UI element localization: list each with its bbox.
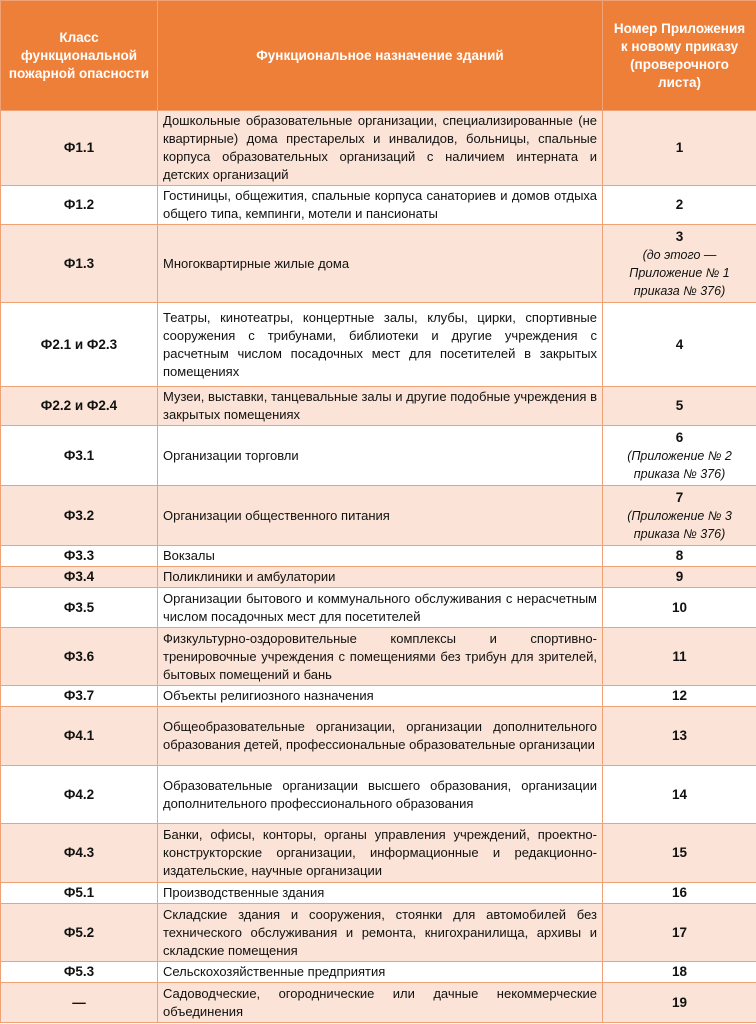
appendix-cell xyxy=(603,567,756,588)
appendix-cell xyxy=(603,904,756,962)
class-cell: Ф2.2 и Ф2.4 xyxy=(1,387,158,426)
appendix-number: 9 xyxy=(675,569,684,584)
header-purpose: Функциональное назначение зданий xyxy=(158,1,603,111)
appendix-cell xyxy=(603,883,756,904)
appendix-number: 10 xyxy=(671,599,688,615)
appendix-cell xyxy=(603,686,756,707)
appendix-cell xyxy=(603,387,756,426)
purpose-cell: Музеи, выставки, танцевальные залы и другие подобные учреждения в закрытых помещениях xyxy=(158,387,603,426)
class-cell: Ф1.2 xyxy=(1,186,158,225)
appendix-cell xyxy=(603,588,756,628)
table-row xyxy=(1,486,756,546)
class-cell: — xyxy=(1,983,158,1023)
table-row xyxy=(1,904,756,962)
purpose-cell: Физкультурно-оздоровительные комплексы и спортивно-тренировочные учреждения с помещениями без трибун для зрителей, бытовых помещений и бань xyxy=(158,628,603,686)
table-row xyxy=(1,186,756,225)
header-class: Класс функциональной пожарной опасности xyxy=(1,1,158,111)
appendix-number: 11 xyxy=(672,648,687,664)
table-row xyxy=(1,883,756,904)
header-appendix: Номер Приложения к новому приказу (проверочного листа) xyxy=(603,1,756,111)
appendix-cell xyxy=(603,186,756,225)
class-cell: Ф3.7 xyxy=(1,686,158,707)
table-row xyxy=(1,567,756,588)
class-cell: Ф3.4 xyxy=(1,567,158,588)
appendix-number: 19 xyxy=(671,994,688,1010)
class-cell: Ф3.5 xyxy=(1,588,158,628)
table-row xyxy=(1,387,756,426)
table-row xyxy=(1,303,756,387)
appendix-cell xyxy=(603,628,756,686)
class-cell: Ф3.3 xyxy=(1,546,158,567)
table-row xyxy=(1,225,756,303)
class-cell: Ф1.3 xyxy=(1,225,158,303)
class-cell: Ф4.3 xyxy=(1,824,158,883)
appendix-cell xyxy=(603,766,756,824)
table-row xyxy=(1,962,756,983)
appendix-number: 14 xyxy=(671,786,688,802)
purpose-cell: Общеобразовательные организации, организации дополнительного образования детей, профессиональные образовательные организации xyxy=(158,707,603,766)
class-cell: Ф3.2 xyxy=(1,486,158,546)
purpose-cell: Складские здания и сооружения, стоянки для автомобилей без технического обслуживания и ремонта, книгохранилища, архивы и складские помещения xyxy=(158,904,603,962)
purpose-cell: Сельскохозяйственные предприятия xyxy=(158,962,603,983)
appendix-cell xyxy=(603,426,756,486)
appendix-cell xyxy=(603,962,756,983)
class-cell: Ф2.1 и Ф2.3 xyxy=(1,303,158,387)
appendix-number: 4 xyxy=(675,336,684,352)
class-cell: Ф4.1 xyxy=(1,707,158,766)
class-cell: Ф5.1 xyxy=(1,883,158,904)
table-row xyxy=(1,766,756,824)
appendix-number: 3 xyxy=(675,228,684,244)
purpose-cell: Образовательные организации высшего образования, организации дополнительного профессионального образования xyxy=(158,766,603,824)
appendix-note: (Приложение № 2 приказа № 376) xyxy=(627,448,732,481)
purpose-cell: Поликлиники и амбулатории xyxy=(158,567,603,588)
appendix-cell xyxy=(603,983,756,1023)
appendix-number: 5 xyxy=(675,398,684,413)
purpose-cell: Производственные здания xyxy=(158,883,603,904)
table-row xyxy=(1,111,756,186)
purpose-cell: Садоводческие, огороднические или дачные некоммерческие объединения xyxy=(158,983,603,1023)
table-row xyxy=(1,546,756,567)
table-row xyxy=(1,824,756,883)
appendix-number: 2 xyxy=(675,197,684,212)
table-row xyxy=(1,426,756,486)
class-cell: Ф4.2 xyxy=(1,766,158,824)
purpose-cell: Организации торговли xyxy=(158,426,603,486)
purpose-cell: Гостиницы, общежития, спальные корпуса санаториев и домов отдыха общего типа, кемпинги, мотели и пансионаты xyxy=(158,186,603,225)
purpose-cell: Объекты религиозного назначения xyxy=(158,686,603,707)
purpose-cell: Организации бытового и коммунального обслуживания с нерасчетным числом посадочных мест для посетителей xyxy=(158,588,603,628)
table-header-row xyxy=(1,1,756,111)
appendix-number: 17 xyxy=(671,924,688,940)
class-cell: Ф3.6 xyxy=(1,628,158,686)
appendix-note: (Приложение № 3 приказа № 376) xyxy=(627,508,732,541)
appendix-number: 6 xyxy=(675,429,684,445)
appendix-cell xyxy=(603,486,756,546)
appendix-cell xyxy=(603,303,756,387)
appendix-cell xyxy=(603,546,756,567)
class-cell: Ф3.1 xyxy=(1,426,158,486)
table-row xyxy=(1,983,756,1023)
class-cell: Ф5.3 xyxy=(1,962,158,983)
appendix-cell xyxy=(603,707,756,766)
appendix-number: 13 xyxy=(671,728,688,743)
appendix-number: 18 xyxy=(671,964,688,979)
table-row xyxy=(1,707,756,766)
appendix-number: 15 xyxy=(671,845,688,860)
appendix-number: 8 xyxy=(675,548,684,563)
appendix-number: 1 xyxy=(675,140,684,155)
appendix-cell xyxy=(603,111,756,186)
appendix-number: 12 xyxy=(671,688,688,703)
purpose-cell: Театры, кинотеатры, концертные залы, клубы, цирки, спортивные сооружения с трибунами, библиотеки и другие учреждения с расчетным числом посадочных мест для посетителей в закрытых помещениях xyxy=(158,303,603,387)
appendix-cell xyxy=(603,824,756,883)
appendix-cell xyxy=(603,225,756,303)
purpose-cell: Многоквартирные жилые дома xyxy=(158,225,603,303)
purpose-cell: Вокзалы xyxy=(158,546,603,567)
table-row xyxy=(1,628,756,686)
appendix-note: (до этого — Приложение № 1 приказа № 376) xyxy=(629,247,730,298)
class-cell: Ф1.1 xyxy=(1,111,158,186)
appendix-number: 16 xyxy=(671,885,688,900)
purpose-cell: Дошкольные образовательные организации, специализированные (не квартирные) дома престарелых и инвалидов, больницы, спальные корпуса образовательных организаций с наличием интерната и детских организаций xyxy=(158,111,603,186)
table-row xyxy=(1,588,756,628)
appendix-number: 7 xyxy=(675,489,684,505)
purpose-cell: Организации общественного питания xyxy=(158,486,603,546)
class-cell: Ф5.2 xyxy=(1,904,158,962)
purpose-cell: Банки, офисы, конторы, органы управления учреждений, проектно-конструкторские организации, информационные и редакционно-издательские, научные организации xyxy=(158,824,603,883)
table-body xyxy=(1,111,756,1023)
table-row xyxy=(1,686,756,707)
